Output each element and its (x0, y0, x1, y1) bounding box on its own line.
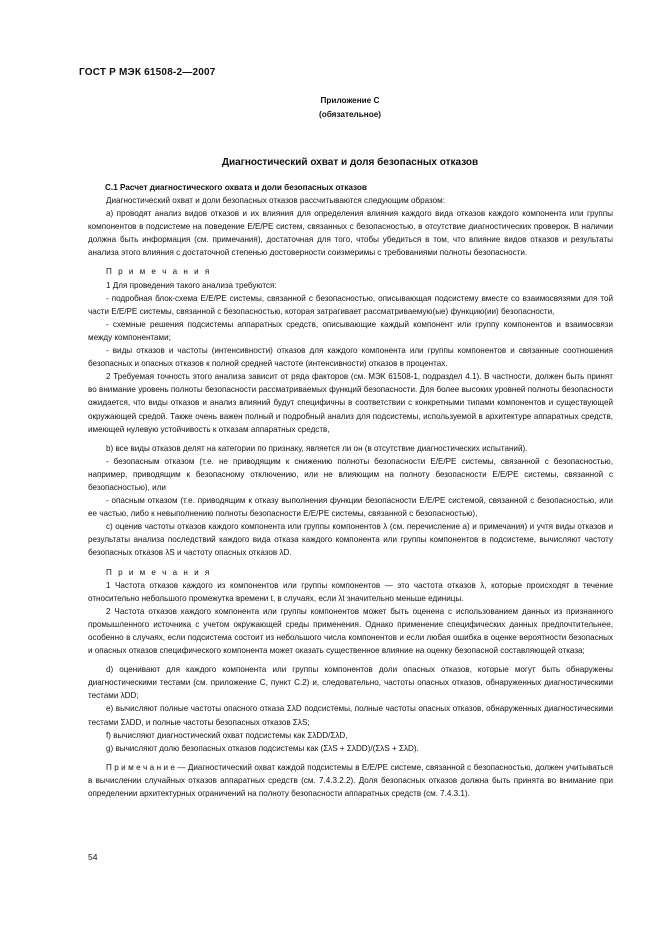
page-number: 54 (88, 852, 98, 862)
note: 1 Частота отказов каждого из компонентов или группы компонентов — это частота отказов λ, которые происходят в течение относительно небольшого промежутка времени t, в случаях, если λt значительно меньше единицы. (88, 580, 613, 603)
notes-label: П р и м е ч а н и я (106, 567, 212, 577)
notes-label: П р и м е ч а н и я (106, 267, 212, 277)
note: 1 Для проведения такого анализа требуются: (106, 280, 277, 290)
page-title: Диагностический охват и доля безопасных отказов (221, 157, 479, 168)
section-heading: С.1 Расчет диагностического охвата и доли безопасных отказов (105, 183, 367, 192)
paragraph: f) вычисляют диагностический охват подсистемы как ΣλDD/ΣλD, (106, 730, 348, 740)
paragraph: Диагностический охват и доли безопасных отказов рассчитываются следующим образом: (106, 196, 445, 205)
body-text (88, 194, 613, 800)
paragraph: - безопасным отказом (т.е. не приводящим к снижению полноты безопасности E/E/PE системы, связанной с безопасностью, например, приводящим к безопасному отключению, или не влияющим на полноту безопасности E/E/PE системы, связанной с безопасностью), или (88, 456, 613, 492)
paragraph: е) вычисляют полные частоты опасного отказа ΣλD подсистемы, полные частоты опасных отказов, обнаруженных диагностическими тестами ΣλDD, и полные частоты безопасных отказов ΣλS; (88, 704, 613, 727)
note: 2 Частота отказов каждого компонента или группы компонентов может быть оценена с использованием данных из признанного промышленного источника с учетом окружающей среды применения. Однако применение специфических данных предпочтительнее, особенно в случаях, если подсистема состоит из небольшого числа компонентов и если любая ошибка в оценке вероятности безопасных и опасных отказов специфического компонента может оказать существенное влияние на оценку безопасной составляющей отказа; (88, 606, 613, 656)
paragraph: b) все виды отказов делят на категории по признаку, является ли он (в отсутствие диагностических испытаний). (106, 443, 528, 453)
paragraph: а) проводят анализ видов отказов и их влияния для определения влияния каждого вида отказов каждого компонента или группы компонентов в подсистеме на поведение E/E/PE систем, связанных с безопасностью, в отсутствие диагностических проверок. В наличии должна быть информация (см. примечания), достаточная для того, чтобы убедиться в том, что влияние видов отказов и результаты анализа этого влияния с достаточной степенью достоверности соизмеримы с требованиями полноты безопасности. (88, 209, 613, 258)
appendix-title: Приложение С (320, 96, 380, 105)
document-header: ГОСТ Р МЭК 61508-2—2007 (79, 67, 216, 78)
note: - схемные решения подсистемы аппаратных средств, описывающие каждый компонент или группу компонентов и взаимосвязи между компонентами; (88, 319, 613, 342)
paragraph: - опасным отказом (т.е. приводящим к отказу выполнения функции безопасности E/E/PE системой, связанной с безопасностью, или ее частью, либо к невыполнению полноты безопасности E/E/PE системы, связанной с безопасностью), (88, 496, 613, 519)
note: - виды отказов и частоты (интенсивности) отказов для каждого компонента или группы компонентов и связанные соотношения безопасных и опасных отказов к полной средней частоте (интенсивности) отказов в процентах. (88, 346, 613, 369)
paragraph: g) вычисляют долю безопасных отказов подсистемы как (ΣλS + ΣλDD)/(ΣλS + ΣλD). (106, 743, 419, 753)
paragraph: с) оценив частоты отказов каждого компонента или группы компонентов λ (см. перечисление а) и примечания) и учтя виды отказов и результаты анализа последствий каждого вида отказа каждого компонента или группы компонентов в подсистеме, вычисляют частоту безопасных отказов λS и частоту опасных отказов λD. (88, 522, 613, 558)
paragraph: d) оценивают для каждого компонента или группы компонентов доли опасных отказов, которые могут быть обнаружены диагностическими тестами (см. приложение С, пункт С.2) и, следовательно, частоты опасных отказов, обнаруженных диагностическими тестами λDD; (88, 665, 613, 701)
note: 2 Требуемая точность этого анализа зависит от ряда факторов (см. МЭК 61508-1, подраздел 4.1). В частности, должен быть принят во внимание уровень полноты безопасности рассматриваемых функций безопасности. Для более высоких уровней полноты безопасности ожидается, что виды отказов и анализ влияний будут специфичны в соответствии с конкретными типами компонентов и существующей окружающей средой. Также очень важен полный и подробный анализ для подсистемы, используемой в архитектуре аппаратных средств, имеющей нулевую устойчивость к отказам аппаратных средств, (88, 372, 613, 434)
note: - подробная блок-схема E/E/PE системы, связанной с безопасностью, описывающая подсистему вместе со взаимосвязями для той части E/E/PE системы, связанной с безопасностью, которая затрагивает рассматриваемую(ые) функцию(ии) безопасности, (88, 293, 613, 316)
note: П р и м е ч а н и е — Диагностический охват каждой подсистемы в E/E/PE системе, связанной с безопасностью, должен учитываться в вычислении случайных отказов аппаратных средств (см. 7.4.3.2.2). Доля безопасных отказов должна быть принята во внимание при определении архитектурных ограничений на полноту безопасности аппаратных средств (см. 7.4.3.1). (88, 762, 613, 799)
appendix-status: (обязательное) (319, 110, 381, 119)
